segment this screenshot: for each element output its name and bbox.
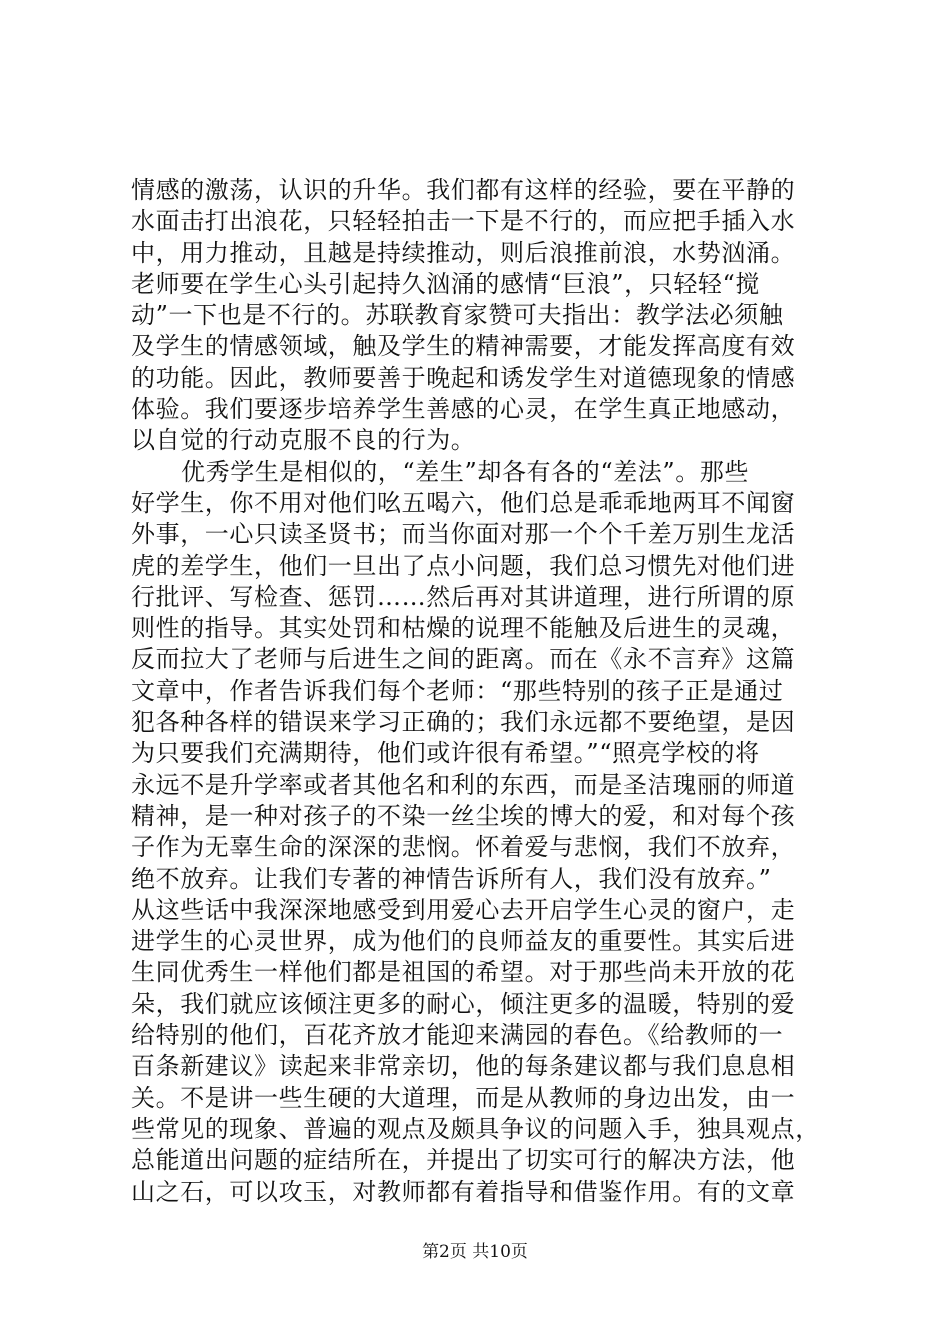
text-line: 好学生，你不用对他们吆五喝六，他们总是乖乖地两耳不闻窗 (131, 488, 796, 517)
text-line: 行批评、写检查、惩罚……然后再对其讲道理，进行所谓的原 (131, 582, 796, 611)
text-line: 外事，一心只读圣贤书；而当你面对那一个个千差万别生龙活 (131, 520, 796, 549)
page-number-label: 第2页 共10页 (422, 1242, 528, 1262)
text-line: 绝不放弃。让我们专著的神情告诉所有人，我们没有放弃。” (131, 864, 772, 893)
page-footer (0, 1241, 950, 1263)
text-line: 子作为无辜生命的深深的悲悯。怀着爱与悲悯，我们不放弃， (131, 833, 796, 862)
text-line: 生同优秀生一样他们都是祖国的希望。对于那些尚未开放的花 (131, 958, 796, 987)
text-line: 虎的差学生，他们一旦出了点小问题，我们总习惯先对他们进 (131, 551, 796, 580)
text-line: 动”一下也是不行的。苏联教育家赞可夫指出：教学法必须触 (131, 301, 784, 330)
text-line: 中，用力推动，且越是持续推动，则后浪推前浪，水势汹涌。 (131, 238, 796, 267)
text-line: 山之石，可以攻玉，对教师都有着指导和借鉴作用。有的文章 (131, 1177, 796, 1206)
text-line: 朵，我们就应该倾注更多的耐心，倾注更多的温暖，特别的爱 (131, 989, 796, 1018)
document-body (131, 175, 831, 1208)
text-line: 精神，是一种对孩子的不染一丝尘埃的博大的爱，和对每个孩 (131, 801, 796, 830)
text-line: 百条新建议》读起来非常亲切，他的每条建议都与我们息息相 (131, 1052, 796, 1081)
text-line: 犯各种各样的错误来学习正确的；我们永远都不要绝望，是因 (131, 708, 796, 737)
text-line: 的功能。因此，教师要善于晚起和诱发学生对道德现象的情感 (131, 363, 796, 392)
text-line: 水面击打出浪花，只轻轻拍击一下是不行的，而应把手插入水 (131, 207, 796, 236)
text-line: 关。不是讲一些生硬的大道理，而是从教师的身边出发，由一 (131, 1083, 796, 1112)
paragraph-start-line: 优秀学生是相似的，“差生”却各有各的“差法”。那些 (181, 457, 750, 486)
text-line: 永远不是升学率或者其他名和利的东西，而是圣洁瑰丽的师道 (131, 770, 796, 799)
text-line: 为只要我们充满期待，他们或许很有希望。”“照亮学校的将 (131, 739, 760, 768)
text-line: 反而拉大了老师与后进生之间的距离。而在《永不言弃》这篇 (131, 645, 796, 674)
text-line: 文章中，作者告诉我们每个老师：“那些特别的孩子正是通过 (131, 676, 784, 705)
text-line: 则性的指导。其实处罚和枯燥的说理不能触及后进生的灵魂， (131, 614, 796, 643)
text-line: 体验。我们要逐步培养学生善感的心灵，在学生真正地感动， (131, 395, 796, 424)
text-line: 情感的激荡，认识的升华。我们都有这样的经验，要在平静的 (131, 176, 796, 204)
text-line: 从这些话中我深深地感受到用爱心去开启学生心灵的窗户，走 (131, 895, 796, 924)
text-line: 以自觉的行动克服不良的行为。 (131, 426, 476, 455)
text-line: 进学生的心灵世界，成为他们的良师益友的重要性。其实后进 (131, 927, 796, 956)
text-line: 老师要在学生心头引起持久汹涌的感情“巨浪”，只轻轻“搅 (131, 269, 761, 298)
text-line: 些常见的现象、普遍的观点及颇具争议的问题入手，独具观点， (131, 1114, 820, 1143)
text-line: 及学生的情感领域，触及学生的精神需要，才能发挥高度有效 (131, 332, 796, 361)
text-line: 总能道出问题的症结所在，并提出了切实可行的解决方法，他 (131, 1146, 796, 1175)
text-line: 给特别的他们，百花齐放才能迎来满园的春色。《给教师的一 (131, 1021, 784, 1050)
